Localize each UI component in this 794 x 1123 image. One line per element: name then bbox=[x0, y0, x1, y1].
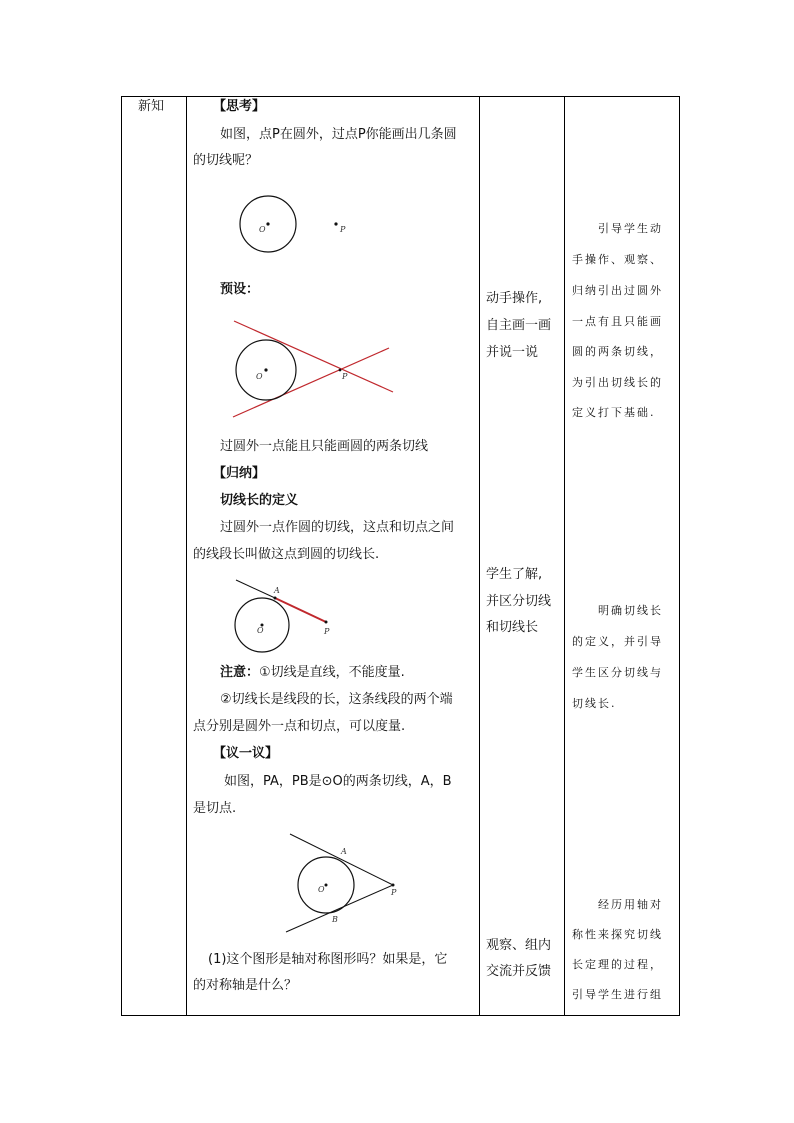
column-divider bbox=[186, 97, 187, 1015]
student-activity-1-line2: 自主画一画 bbox=[486, 318, 552, 333]
label-o: O bbox=[257, 626, 264, 635]
definition-line1: 过圆外一点作圆的切线，这点和切点之间 bbox=[220, 520, 455, 535]
student-activity-1-line1: 动手操作, bbox=[486, 291, 543, 306]
label-a: A bbox=[341, 847, 347, 856]
figure-point-outside-circle bbox=[230, 190, 360, 260]
design-intent-2-line2: 的定义，并引导 bbox=[572, 635, 663, 648]
question1-line2: 的对称轴是什么？ bbox=[193, 978, 298, 993]
design-intent-2-line1: 明确切线长 bbox=[598, 604, 663, 617]
note-text1: ①切线是直线，不能度量. bbox=[259, 665, 405, 680]
figure-two-tangents bbox=[225, 315, 400, 425]
column-divider bbox=[479, 97, 480, 1015]
note-line3: 点分别是圆外一点和切点，可以度量. bbox=[193, 719, 406, 734]
label-b: B bbox=[332, 915, 338, 924]
label-o: O bbox=[318, 885, 325, 894]
student-activity-2-line2: 并区分切线 bbox=[486, 594, 552, 609]
design-intent-3-line3: 长定理的过程， bbox=[572, 958, 663, 971]
question1-line1: (1)这个图形是轴对称图形吗？如果是，它 bbox=[208, 952, 448, 967]
design-intent-1-line7: 定义打下基础. bbox=[572, 406, 656, 419]
note-line2: ②切线长是线段的长，这条线段的两个端 bbox=[220, 692, 453, 707]
label-o: O bbox=[256, 372, 263, 381]
discuss-line1: 如图，PA，PB是⊙O的两条切线，A，B bbox=[224, 774, 452, 789]
label-o: O bbox=[259, 225, 266, 234]
section-label: 新知 bbox=[138, 99, 165, 114]
note-label: 注意： bbox=[220, 665, 260, 680]
definition-line2: 的线段长叫做这点到圆的切线长. bbox=[193, 547, 380, 562]
figure-pa-pb-tangents bbox=[280, 825, 405, 935]
student-activity-1-line3: 并说一说 bbox=[486, 345, 539, 360]
column-divider bbox=[564, 97, 565, 1015]
label-p: P bbox=[342, 372, 348, 381]
think-question-line1: 如图，点P在圆外，过点P你能画出几条圆 bbox=[220, 127, 457, 142]
figure-tangent-length bbox=[230, 575, 345, 655]
discuss-line2: 是切点. bbox=[193, 801, 237, 816]
discuss-heading: 【议一议】 bbox=[213, 746, 279, 761]
design-intent-1-line3: 归纳引出过圆外 bbox=[572, 284, 663, 297]
design-intent-3-line4: 引导学生进行组 bbox=[572, 988, 663, 1001]
design-intent-3-line1: 经历用轴对 bbox=[598, 898, 663, 911]
design-intent-3-line2: 称性来探究切线 bbox=[572, 928, 663, 941]
student-activity-2-line3: 和切线长 bbox=[486, 620, 539, 635]
design-intent-1-line4: 一点有且只能画 bbox=[572, 315, 663, 328]
design-intent-1-line5: 圆的两条切线， bbox=[572, 345, 663, 358]
design-intent-1-line1: 引导学生动 bbox=[598, 222, 663, 235]
preset-label: 预设： bbox=[220, 282, 260, 297]
think-heading: 【思考】 bbox=[213, 99, 266, 114]
summary-heading: 【归纳】 bbox=[213, 466, 266, 481]
label-p: P bbox=[340, 225, 346, 234]
definition-title: 切线长的定义 bbox=[220, 493, 299, 508]
design-intent-2-line4: 切线长. bbox=[572, 697, 617, 710]
design-intent-2-line3: 学生区分切线与 bbox=[572, 666, 663, 679]
label-p: P bbox=[391, 888, 397, 897]
design-intent-1-line6: 为引出切线长的 bbox=[572, 376, 663, 389]
note-line1 bbox=[220, 664, 405, 682]
label-a: A bbox=[274, 586, 280, 595]
conclusion-text: 过圆外一点能且只能画圆的两条切线 bbox=[220, 439, 429, 454]
student-activity-3-line1: 观察、组内 bbox=[486, 938, 552, 953]
think-question-line2: 的切线呢？ bbox=[193, 153, 259, 168]
design-intent-1-line2: 手操作、观察、 bbox=[572, 253, 663, 266]
label-p: P bbox=[324, 627, 330, 636]
student-activity-3-line2: 交流并反馈 bbox=[486, 964, 552, 979]
student-activity-2-line1: 学生了解, bbox=[486, 567, 543, 582]
